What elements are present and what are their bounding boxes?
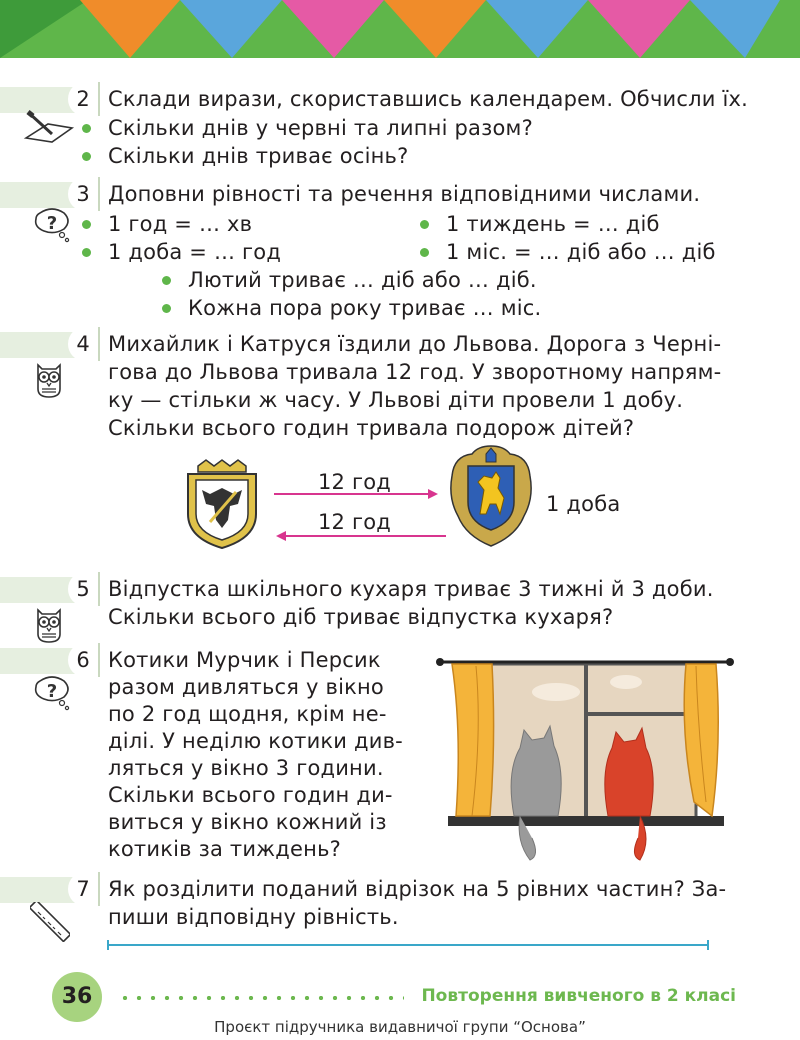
task-3-item-3: 1 доба = … год: [108, 240, 282, 264]
task-3-item-1: 1 год = … хв: [108, 212, 253, 236]
task-3-prompt: Доповни рівності та речення відповідними числами.: [108, 182, 701, 206]
pencil-notebook-icon: [22, 110, 76, 144]
page-number: 36: [52, 972, 102, 1022]
svg-text:?: ?: [46, 213, 58, 234]
forward-label: 12 год: [318, 470, 391, 494]
task-4-line-2: гова до Львова тривала 12 год. У зворотному напрям-: [108, 360, 722, 384]
segment-end-left: [107, 940, 109, 950]
bullet: [82, 248, 91, 257]
task-4-line-1: Михайлик і Катруся їздили до Львова. Дорога з Черні-: [108, 332, 722, 356]
task-6-line-2: разом дивляться у вікно: [108, 675, 384, 699]
stay-label: 1 доба: [546, 492, 621, 516]
bullet: [420, 248, 429, 257]
footer-dots: [118, 996, 404, 1000]
task-5-line-1: Відпустка шкільного кухаря триває 3 тижні й 3 доби.: [108, 577, 714, 601]
task-4-line-3: ку — стільки ж часу. У Львові діти провели 1 добу.: [108, 388, 684, 412]
bullet: [162, 276, 171, 285]
svg-text:?: ?: [46, 681, 58, 702]
return-label: 12 год: [318, 510, 391, 534]
segment-end-right: [707, 940, 709, 950]
task-7-line-1: Як розділити поданий відрізок на 5 рівних частин? За-: [108, 877, 727, 901]
lviv-coat-of-arms-icon: [446, 442, 536, 550]
bullet: [420, 220, 429, 229]
chernihiv-coat-of-arms-icon: [180, 458, 264, 550]
owl-icon: [34, 604, 64, 644]
cats-window-illustration: [436, 652, 736, 866]
task-2-prompt: Склади вирази, скориставшись календарем. Обчисли їх.: [108, 87, 749, 111]
bullet: [82, 124, 91, 133]
task-number: 2: [68, 82, 100, 116]
task-3-item-6: Кожна пора року триває … міс.: [188, 296, 542, 320]
publisher-credit: Проєкт підручника видавничої групи “Основа”: [214, 1018, 586, 1036]
task-number: 7: [68, 872, 100, 906]
segment-line: [108, 944, 708, 946]
task-number: 4: [68, 327, 100, 361]
task-3-item-4: 1 міс. = … діб або … діб: [446, 240, 716, 264]
ruler-icon: [30, 902, 70, 942]
task-number: 3: [68, 177, 100, 211]
task-3-item-2: 1 тиждень = … діб: [446, 212, 660, 236]
task-number: 5: [68, 572, 100, 606]
owl-icon: [34, 359, 64, 399]
task-5-line-2: Скільки всього діб триває відпустка кухаря?: [108, 605, 614, 629]
bullet: [82, 152, 91, 161]
task-2-item-1: Скільки днів у червні та липні разом?: [108, 116, 533, 140]
task-7-line-2: пиши відповідну рівність.: [108, 905, 399, 929]
task-6-line-5: ляться у вікно 3 години.: [108, 756, 384, 780]
task-3-item-5: Лютий триває … діб або … діб.: [188, 268, 537, 292]
bullet: [82, 220, 91, 229]
question-bubble-icon: [32, 675, 72, 711]
task-number: 6: [68, 643, 100, 677]
task-2-item-2: Скільки днів триває осінь?: [108, 144, 409, 168]
task-4-line-4: Скільки всього годин тривала подорож дітей?: [108, 416, 635, 440]
question-bubble-icon: [32, 207, 72, 243]
task-6-line-8: котиків за тиждень?: [108, 837, 341, 861]
task-6-line-3: по 2 год щодня, крім не-: [108, 702, 387, 726]
task-6-line-7: виться у вікно кожний із: [108, 810, 387, 834]
footer-section-title: Повторення вивченого в 2 класі: [421, 986, 736, 1006]
top-banner: [0, 0, 800, 58]
bullet: [162, 304, 171, 313]
task-6-line-1: Котики Мурчик і Персик: [108, 648, 381, 672]
task-6-line-4: ділі. У неділю котики див-: [108, 729, 403, 753]
task-6-line-6: Скільки всього годин ди-: [108, 783, 393, 807]
